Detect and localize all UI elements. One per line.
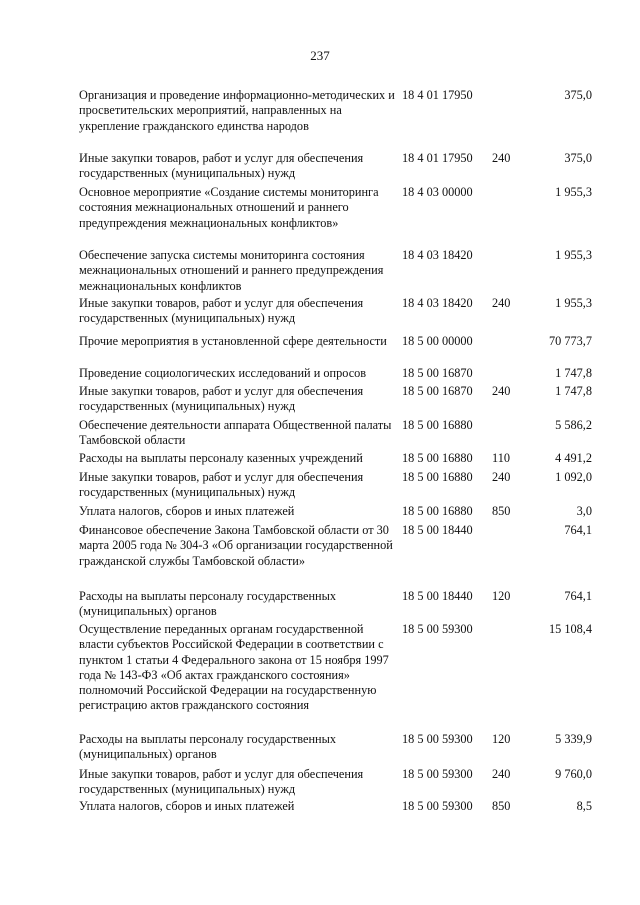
row-amount: 5 339,9 [555,732,592,746]
row-name: Иные закупки товаров, работ и услуг для обеспечения государственных (муниципальных) нужд [79,470,364,500]
row-amount: 1 092,0 [555,470,592,484]
row-name: Организация и проведение информационно-методических и просветительских мероприятий, направленных на укрепление гражданского единства народов [79,88,395,133]
row-expense-type: 850 [492,799,511,813]
row-code: 18 5 00 59300 [402,622,473,636]
row-name: Расходы на выплаты персоналу государственных (муниципальных) органов [79,732,337,762]
row-name: Прочие мероприятия в установленной сфере деятельности [79,334,387,348]
row-expense-type: 240 [492,767,511,781]
row-amount: 1 955,3 [555,296,592,310]
row-amount: 375,0 [564,151,592,165]
row-code: 18 5 00 16870 [402,366,473,380]
row-code: 18 5 00 16880 [402,504,473,518]
row-name: Уплата налогов, сборов и иных платежей [79,799,295,813]
row-amount: 9 760,0 [555,767,592,781]
row-code: 18 5 00 18440 [402,589,473,603]
row-code: 18 4 03 18420 [402,248,473,262]
row-amount: 1 747,8 [555,384,592,398]
row-amount: 3,0 [576,504,592,518]
row-code: 18 5 00 16880 [402,418,473,432]
row-name: Проведение социологических исследований и опросов [79,366,367,380]
row-expense-type: 850 [492,504,511,518]
row-code: 18 5 00 16880 [402,470,473,484]
row-amount: 5 586,2 [555,418,592,432]
row-name: Обеспечение запуска системы мониторинга состояния межнациональных отношений и раннего предупреждения межнациональных конфликтов [79,248,384,293]
row-code: 18 4 03 18420 [402,296,473,310]
row-code: 18 5 00 18440 [402,523,473,537]
row-amount: 1 955,3 [555,248,592,262]
row-name: Расходы на выплаты персоналу казенных учреждений [79,451,363,465]
row-expense-type: 240 [492,151,511,165]
row-name: Основное мероприятие «Создание системы мониторинга состояния межнациональных отношений и раннего предупреждения межнациональных конфликтов» [79,185,379,230]
row-amount: 70 773,7 [548,334,592,348]
row-amount: 764,1 [564,589,592,603]
row-name: Иные закупки товаров, работ и услуг для обеспечения государственных (муниципальных) нужд [79,767,364,797]
row-name: Иные закупки товаров, работ и услуг для обеспечения государственных (муниципальных) нужд [79,384,364,414]
row-amount: 375,0 [564,88,592,102]
row-amount: 1 747,8 [555,366,592,380]
row-expense-type: 120 [492,732,511,746]
row-expense-type: 120 [492,589,511,603]
row-amount: 4 491,2 [555,451,592,465]
row-code: 18 5 00 16880 [402,451,473,465]
row-code: 18 5 00 59300 [402,732,473,746]
row-code: 18 4 01 17950 [402,88,473,102]
row-name: Иные закупки товаров, работ и услуг для обеспечения государственных (муниципальных) нужд [79,151,364,181]
row-amount: 764,1 [564,523,592,537]
row-expense-type: 240 [492,470,511,484]
row-code: 18 5 00 59300 [402,799,473,813]
row-amount: 1 955,3 [555,185,592,199]
row-name: Расходы на выплаты персоналу государственных (муниципальных) органов [79,589,337,619]
row-name: Иные закупки товаров, работ и услуг для обеспечения государственных (муниципальных) нужд [79,296,364,326]
row-code: 18 4 01 17950 [402,151,473,165]
row-name: Уплата налогов, сборов и иных платежей [79,504,295,518]
row-expense-type: 240 [492,384,511,398]
row-expense-type: 240 [492,296,511,310]
row-amount: 15 108,4 [548,622,592,636]
row-expense-type: 110 [492,451,510,465]
row-name: Обеспечение деятельности аппарата Общественной палаты Тамбовской области [79,418,392,448]
row-code: 18 4 03 00000 [402,185,473,199]
page-number: 237 [310,48,330,63]
row-code: 18 5 00 16870 [402,384,473,398]
row-name: Финансовое обеспечение Закона Тамбовской области от 30 марта 2005 года № 304-З «Об организации государственной гражданской службы Тамбовской области» [79,523,393,568]
row-code: 18 5 00 59300 [402,767,473,781]
row-name: Осуществление переданных органам государственной власти субъектов Российской Федерации в соответствии с пунктом 1 статьи 4 Федерального закона от 15 ноября 1997 года № 143-ФЗ «Об актах гражданского состояния» полномочий Российской Федерации на государственную регистрацию актов гражданского состояния [79,622,389,713]
row-amount: 8,5 [576,799,592,813]
row-code: 18 5 00 00000 [402,334,473,348]
